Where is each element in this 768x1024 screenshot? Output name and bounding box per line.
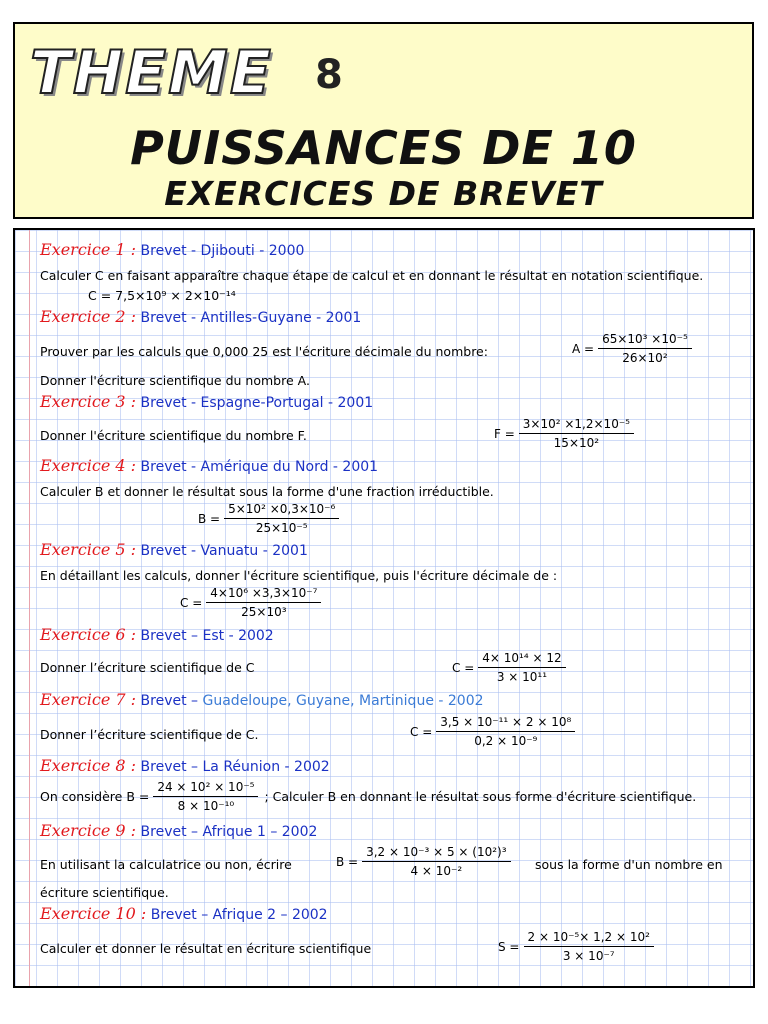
exercise-6-heading [40, 625, 274, 644]
exercise-2-heading [40, 307, 361, 326]
fraction-denominator: 8 × 10⁻¹⁰ [177, 799, 235, 813]
exercise-6-label: Exercice 6 : [40, 625, 137, 644]
formula-lhs: A = [572, 341, 595, 356]
exercise-9-source: Brevet – Afrique 1 – 2002 [140, 824, 318, 840]
exercise-8-intro: On considère B = [40, 789, 150, 804]
exercise-2-question: Donner l'écriture scientifique du nombre A. [40, 373, 310, 388]
fraction-numerator: 2 × 10⁻⁵× 1,2 × 10² [524, 930, 654, 947]
fraction-denominator: 25×10⁻⁵ [255, 521, 308, 535]
formula-lhs: C = [452, 660, 475, 675]
formula-lhs: F = [494, 426, 515, 441]
formula-lhs: S = [498, 939, 520, 954]
exercise-9-formula [336, 845, 511, 878]
formula-lhs: C = [180, 595, 203, 610]
exercise-8-statement [40, 780, 696, 813]
exercise-4-label: Exercice 4 : [40, 456, 137, 475]
fraction-denominator: 15×10² [553, 436, 600, 450]
exercise-3-label: Exercice 3 : [40, 392, 137, 411]
exercise-7-heading [40, 690, 484, 709]
exercise-5-source: Brevet - Vanuatu - 2001 [140, 543, 308, 559]
fraction-numerator: 65×10³ ×10⁻⁵ [598, 332, 692, 349]
exercise-7-source: Guadeloupe, Guyane, Martinique - 2002 [202, 693, 484, 709]
page-subtitle: EXERCICES DE BREVET [164, 174, 603, 213]
exercise-9-instruction-end: sous la forme d'un nombre en [535, 857, 723, 872]
fraction-numerator: 24 × 10² × 10⁻⁵ [153, 780, 258, 797]
exercise-10-instruction: Calculer et donner le résultat en écriture scientifique [40, 941, 372, 956]
fraction-numerator: 4×10⁶ ×3,3×10⁻⁷ [206, 586, 321, 603]
exercise-9-instruction-continued: écriture scientifique. [40, 885, 169, 900]
fraction-denominator: 3 × 10⁻⁷ [562, 949, 615, 963]
exercise-6-formula [452, 651, 566, 684]
exercise-10-heading [40, 904, 328, 923]
exercise-8-source: Brevet – La Réunion - 2002 [140, 759, 330, 775]
exercise-6-instruction: Donner l’écriture scientifique de C [40, 660, 255, 675]
exercise-9-instruction: En utilisant la calculatrice ou non, écrire [40, 857, 292, 872]
exercise-6-source: Brevet – Est - 2002 [140, 628, 274, 644]
fraction-denominator: 25×10³ [241, 605, 287, 619]
exercise-4-heading [40, 456, 378, 475]
fraction-numerator: 5×10² ×0,3×10⁻⁶ [224, 502, 339, 519]
fraction-numerator: 3,5 × 10⁻¹¹ × 2 × 10⁸ [436, 715, 575, 732]
exercise-1-heading [40, 240, 304, 259]
formula-lhs: B = [198, 511, 221, 526]
exercise-3-heading [40, 392, 373, 411]
theme-number: 8 [315, 52, 343, 98]
exercise-8-heading [40, 756, 330, 775]
exercise-3-formula [494, 417, 634, 450]
fraction-numerator: 3,2 × 10⁻³ × 5 × (10²)³ [362, 845, 510, 862]
exercise-7-instruction: Donner l’écriture scientifique de C. [40, 727, 259, 742]
exercise-9-label: Exercice 9 : [40, 821, 137, 840]
exercise-2-label: Exercice 2 : [40, 307, 137, 326]
fraction-denominator: 3 × 10¹¹ [496, 670, 548, 684]
exercise-8-instruction: ; Calculer B en donnant le résultat sous forme d'écriture scientifique. [264, 789, 697, 804]
exercise-5-formula [180, 586, 321, 619]
fraction-numerator: 3×10² ×1,2×10⁻⁵ [519, 417, 634, 434]
fraction-numerator: 4× 10¹⁴ × 12 [478, 651, 565, 668]
exercise-8-label: Exercice 8 : [40, 756, 137, 775]
exercise-9-heading [40, 821, 317, 840]
exercise-1-instruction: Calculer C en faisant apparaître chaque étape de calcul et en donnant le résultat en notation scientifique. [40, 268, 704, 283]
exercise-2-formula [572, 332, 692, 365]
exercise-7-label: Exercice 7 : [40, 690, 137, 709]
exercise-4-instruction: Calculer B et donner le résultat sous la forme d'une fraction irréductible. [40, 484, 494, 499]
exercise-3-source: Brevet - Espagne-Portugal - 2001 [140, 395, 374, 411]
exercise-7-formula [410, 715, 575, 748]
exercise-4-source: Brevet - Amérique du Nord - 2001 [140, 459, 379, 475]
page-title: PUISSANCES DE 10 [130, 121, 637, 175]
exercise-5-heading [40, 540, 308, 559]
exercise-1-source: Brevet - Djibouti - 2000 [140, 243, 305, 259]
exercise-5-label: Exercice 5 : [40, 540, 137, 559]
title-banner [13, 22, 754, 219]
exercise-10-label: Exercice 10 : [40, 904, 147, 923]
exercise-4-formula [198, 502, 339, 535]
theme-word: THEME [30, 38, 273, 108]
formula-lhs: B = [336, 854, 359, 869]
exercise-10-formula [498, 930, 654, 963]
fraction-denominator: 0,2 × 10⁻⁹ [474, 734, 538, 748]
exercise-2-source: Brevet - Antilles-Guyane - 2001 [140, 310, 362, 326]
exercise-5-instruction: En détaillant les calculs, donner l'écriture scientifique, puis l'écriture décimale de : [40, 568, 558, 583]
exercise-10-source: Brevet – Afrique 2 – 2002 [150, 907, 328, 923]
fraction-denominator: 4 × 10⁻² [410, 864, 463, 878]
exercise-1-label: Exercice 1 : [40, 240, 137, 259]
formula-lhs: C = [410, 724, 433, 739]
exercise-1-formula: C = 7,5×10⁹ × 2×10⁻¹⁴ [88, 288, 236, 303]
fraction-denominator: 26×10² [622, 351, 668, 365]
exercise-2-instruction: Prouver par les calculs que 0,000 25 est l'écriture décimale du nombre: [40, 344, 488, 359]
exercise-3-instruction: Donner l'écriture scientifique du nombre F. [40, 428, 307, 443]
exercise-7-source-prefix: Brevet – [140, 693, 203, 709]
